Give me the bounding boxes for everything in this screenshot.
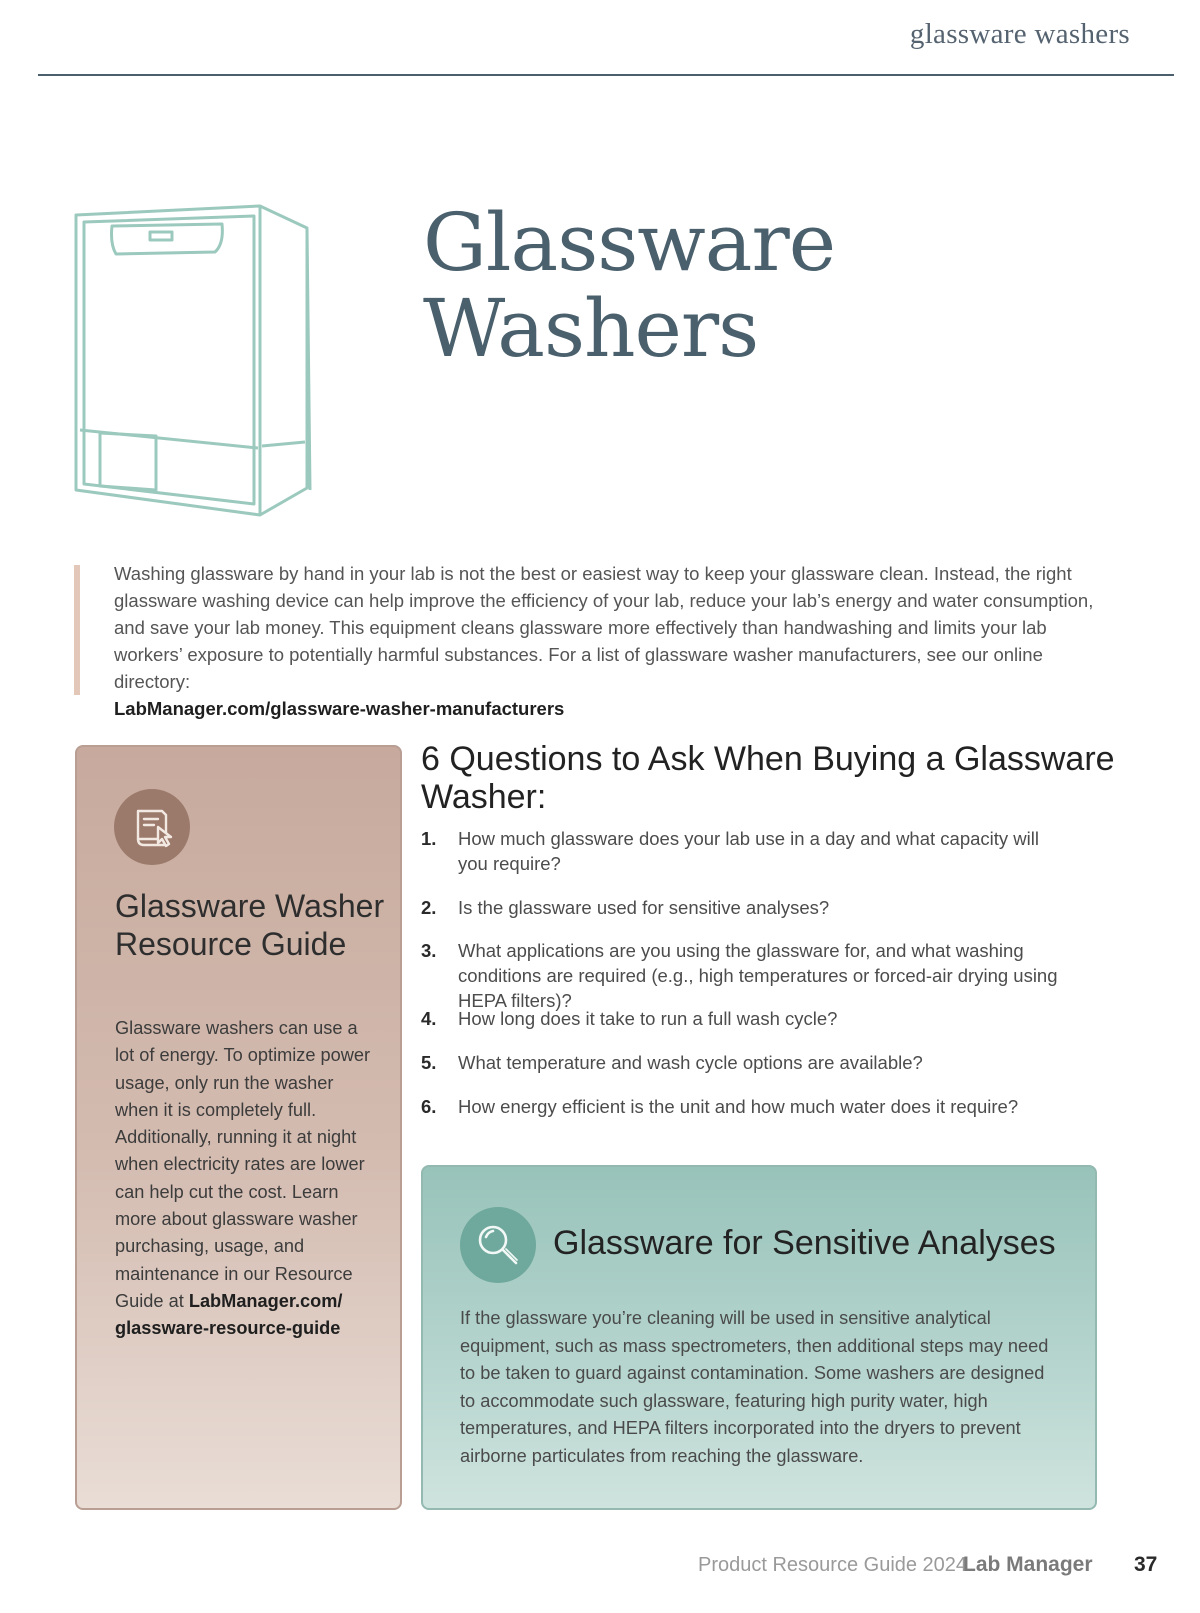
intro-text: Washing glassware by hand in your lab is not the best or easiest way to keep your glassware clean. Instead, the right glassware washing device can help improve the efficiency of your lab, reduce your lab’s energy and water consumption, and save your lab money. This equipment cleans glassware more effectively than handwashing and limits your lab workers’ exposure to potentially harmful substances. For a list of glassware washer manufacturers, see our online directory: <box>114 563 1094 692</box>
question-text: Is the glassware used for sensitive analyses? <box>458 897 830 918</box>
question-item <box>421 1094 1121 1119</box>
section-tag: glassware washers <box>909 18 1130 50</box>
question-number: 2. <box>421 897 437 918</box>
question-number: 4. <box>421 1008 437 1029</box>
intro-paragraph <box>114 560 1104 722</box>
book-cursor-icon <box>114 789 190 865</box>
page-number: 37 <box>1134 1553 1158 1576</box>
question-text: How long does it take to run a full wash cycle? <box>458 1008 838 1029</box>
question-text: What applications are you using the glassware for, and what washing conditions are required (e.g., high temperatures or forced-air drying using HEPA filters)? <box>458 940 1058 1011</box>
resource-guide-link[interactable]: LabManager.com/ glassware-resource-guide <box>115 1290 343 1339</box>
page-title <box>423 196 836 375</box>
questions-heading: 6 Questions to Ask When Buying a Glassware Washer: <box>421 740 1115 816</box>
question-text: How energy efficient is the unit and how much water does it require? <box>458 1096 1019 1117</box>
title-line-2: Washers <box>423 282 759 375</box>
question-number: 3. <box>421 940 437 961</box>
manufacturers-link[interactable]: LabManager.com/glassware-washer-manufacturers <box>114 698 565 719</box>
question-item <box>421 895 1121 920</box>
resource-guide-heading: Glassware Washer Resource Guide <box>115 888 385 962</box>
header-divider <box>38 74 1174 76</box>
glassware-washer-illustration <box>70 200 330 540</box>
question-number: 5. <box>421 1052 437 1073</box>
intro-accent-bar <box>74 565 80 695</box>
sensitive-analyses-body: If the glassware you’re cleaning will be used in sensitive analytical equipment, such as mass spectrometers, then additional steps may need to be taken to guard against contamination. Some washers are designed to accommodate such glassware, featuring high purity water, high temperatures, and HEPA filters incorporated into the dryers to prevent airborne particulates from reaching the glassware. <box>460 1308 1049 1466</box>
resource-guide-body <box>115 1015 377 1343</box>
sensitive-analyses-card <box>421 1165 1097 1510</box>
question-text: What temperature and wash cycle options are available? <box>458 1052 923 1073</box>
question-item <box>421 1006 1121 1031</box>
magnifier-icon <box>460 1207 536 1283</box>
question-item <box>421 938 1121 1013</box>
question-text: How much glassware does your lab use in a day and what capacity will you require? <box>458 828 1039 874</box>
question-number: 1. <box>421 828 437 849</box>
resource-guide-text: Glassware washers can use a lot of energy. To optimize power usage, only run the washer when it is completely full. Additionally, running it at night when electricity rates are lower can help cut the cost. Learn more about glassware washer purchasing, usage, and maintenance in our Resource Guide at <box>115 1018 371 1311</box>
sensitive-analyses-heading: Glassware for Sensitive Analyses <box>553 1224 1056 1262</box>
title-line-1: Glassware <box>423 196 836 289</box>
question-number: 6. <box>421 1096 437 1117</box>
footer-brand: Lab Manager <box>963 1553 1093 1576</box>
resource-guide-card <box>75 745 402 1510</box>
question-item <box>421 826 1121 876</box>
question-item <box>421 1050 1121 1075</box>
footer-publication: Product Resource Guide 2024 <box>698 1554 968 1576</box>
